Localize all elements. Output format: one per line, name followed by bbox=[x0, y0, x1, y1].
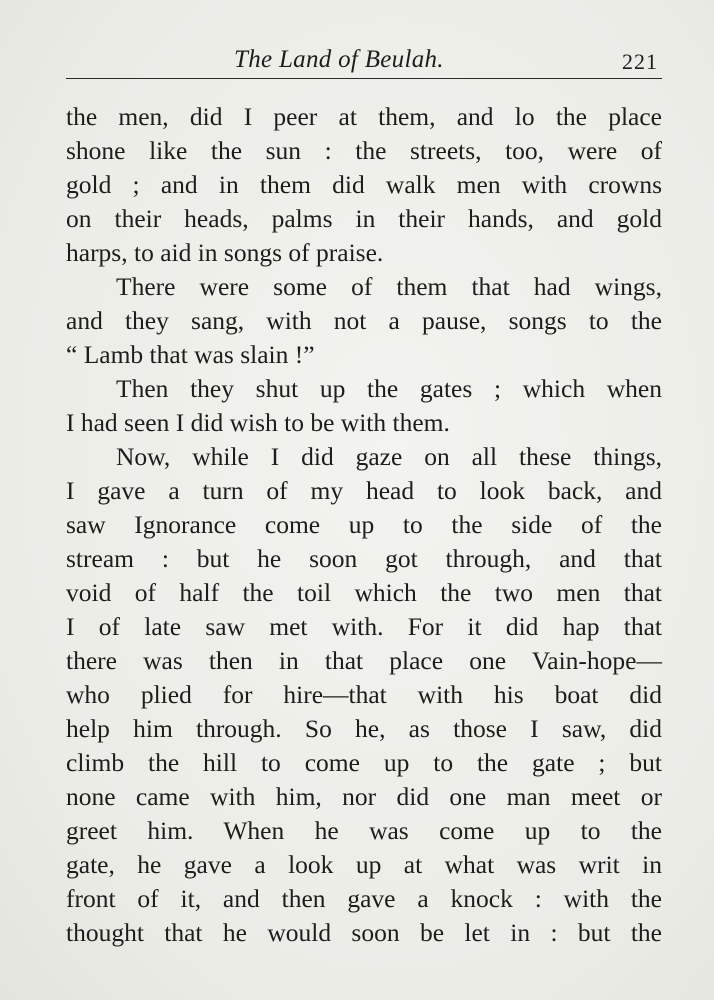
text-line: Now, while I did gaze on all these things, bbox=[116, 442, 662, 471]
text-line: gold ; and in them did walk men with crowns bbox=[66, 170, 662, 199]
running-head bbox=[66, 40, 662, 80]
text-line: I of late saw met with. For it did hap that bbox=[66, 612, 662, 641]
text-line: There were some of them that had wings, bbox=[116, 272, 662, 301]
text-line: “ Lamb that was slain !” bbox=[66, 340, 315, 369]
running-title: The Land of Beulah. bbox=[234, 46, 444, 73]
text-line: help him through. So he, as those I saw, did bbox=[66, 714, 662, 743]
text-line: who plied for hire—that with his boat did bbox=[66, 680, 662, 709]
body-text bbox=[66, 100, 662, 950]
text-line: there was then in that place one Vain-hope— bbox=[66, 646, 662, 675]
text-line: thought that he would soon be let in : but the bbox=[66, 918, 662, 947]
text-line: stream : but he soon got through, and that bbox=[66, 544, 662, 573]
text-line: front of it, and then gave a knock : with the bbox=[66, 884, 662, 913]
text-line: harps, to aid in songs of praise. bbox=[66, 238, 384, 267]
text-line: void of half the toil which the two men that bbox=[66, 578, 662, 607]
text-line: I gave a turn of my head to look back, and bbox=[66, 476, 662, 505]
text-line: gate, he gave a look up at what was writ in bbox=[66, 850, 662, 879]
text-line: climb the hill to come up to the gate ; but bbox=[66, 748, 662, 777]
text-line: saw Ignorance come up to the side of the bbox=[66, 510, 662, 539]
text-line: shone like the sun : the streets, too, were of bbox=[66, 136, 662, 165]
text-line: Then they shut up the gates ; which when bbox=[116, 374, 662, 403]
text-line: the men, did I peer at them, and lo the place bbox=[66, 102, 662, 131]
text-line: on their heads, palms in their hands, and gold bbox=[66, 204, 662, 233]
text-line: I had seen I did wish to be with them. bbox=[66, 408, 450, 437]
page-number: 221 bbox=[622, 49, 658, 74]
text-line: and they sang, with not a pause, songs to the bbox=[66, 306, 662, 335]
text-line: none came with him, nor did one man meet or bbox=[66, 782, 662, 811]
header-rule bbox=[66, 78, 662, 79]
text-line: greet him. When he was come up to the bbox=[66, 816, 662, 845]
